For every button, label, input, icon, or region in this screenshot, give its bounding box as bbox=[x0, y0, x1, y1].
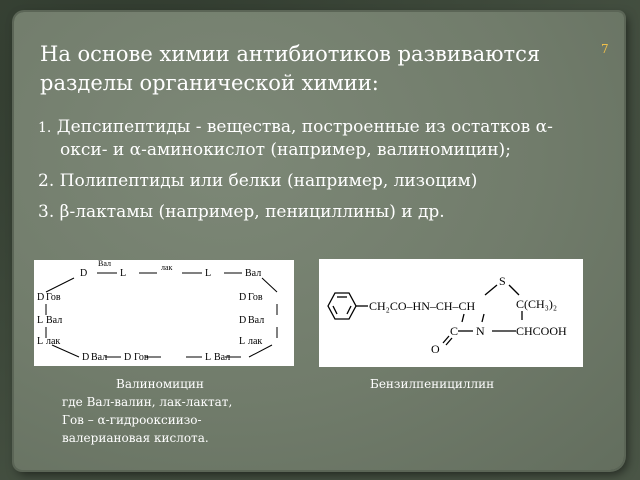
valinomycin-structure bbox=[34, 260, 294, 366]
valino-left-residue-3: лак bbox=[46, 336, 61, 347]
valinomycin-caption-title: Валиномицин bbox=[116, 377, 204, 391]
list-item-number: 2. bbox=[38, 171, 55, 191]
list-item-text: β-лактамы (например, пенициллины) и др. bbox=[59, 202, 445, 222]
valino-right-residue-3: лак bbox=[248, 336, 263, 347]
penicillin-nitrogen-atom: N bbox=[476, 324, 485, 338]
valino-right-config-3: L bbox=[239, 336, 246, 347]
valino-right-config-1: D bbox=[239, 292, 247, 303]
valino-left-config-2: L bbox=[37, 315, 44, 326]
list-item-text: Депсипептиды - вещества, построенные из остатков α-окси- и α-аминокислот (например, валиномицин); bbox=[56, 117, 553, 160]
list-item bbox=[38, 201, 598, 223]
benzylpenicillin-structure bbox=[319, 259, 583, 367]
valino-bottom-config-1: D bbox=[82, 352, 90, 363]
valino-right-residue-1: Гов bbox=[248, 292, 263, 303]
slide-title: На основе химии антибиотиков развиваются разделы органической химии: bbox=[40, 42, 541, 95]
valinomycin-caption-line-3: валериановая кислота. bbox=[62, 431, 209, 445]
valinomycin-caption-line-1: где Вал-валин, лак-лактат, bbox=[62, 395, 233, 409]
valino-bottom-config-2: D bbox=[124, 352, 132, 363]
valino-top-config-2: L bbox=[120, 268, 127, 279]
list-item-number: 1. bbox=[38, 120, 52, 136]
list-item-text: Полипептиды или белки (например, лизоцим) bbox=[59, 171, 478, 191]
bullet-list bbox=[38, 116, 598, 232]
benzylpenicillin-caption: Бензилпенициллин bbox=[370, 377, 495, 391]
list-item-number: 3. bbox=[38, 202, 55, 222]
benzene-ring-icon bbox=[328, 293, 368, 319]
valino-left-residue-2: Вал bbox=[46, 315, 63, 326]
penicillin-oxygen-atom: O bbox=[431, 342, 440, 356]
valino-left-config-1: D bbox=[37, 292, 45, 303]
valino-top-residue-3: Вал bbox=[245, 268, 262, 279]
valino-top-residue-2: лак bbox=[161, 263, 173, 272]
valino-left-config-3: L bbox=[37, 336, 44, 347]
valino-bottom-residue-2: Гов bbox=[134, 352, 149, 363]
valino-bottom-residue-1: Вал bbox=[91, 352, 108, 363]
valinomycin-caption-line-2: Гов – α-гидрооксиизо- bbox=[62, 413, 202, 427]
penicillin-carbonyl-carbon: C bbox=[450, 324, 459, 338]
penicillin-side-chain: CH₂CO–HN–CH–CH bbox=[369, 299, 476, 313]
list-item bbox=[38, 170, 598, 192]
valino-top-config-3: L bbox=[205, 268, 212, 279]
slide-number: 7 bbox=[601, 42, 609, 56]
valino-right-residue-2: Вал bbox=[248, 315, 265, 326]
valino-bottom-config-3: L bbox=[205, 352, 212, 363]
penicillin-carboxyl-group: CHCOOH bbox=[516, 324, 567, 338]
list-item bbox=[38, 116, 598, 161]
valino-bottom-residue-3: Вал bbox=[214, 352, 231, 363]
penicillin-sulfur-atom: S bbox=[499, 274, 506, 288]
valino-top-config-1: D bbox=[80, 268, 88, 279]
valino-right-config-2: D bbox=[239, 315, 247, 326]
penicillin-dimethyl-carbon: C(CH₃)₂ bbox=[516, 297, 558, 311]
valino-left-residue-1: Гов bbox=[46, 292, 61, 303]
valino-top-residue-1: Вал bbox=[98, 260, 111, 268]
